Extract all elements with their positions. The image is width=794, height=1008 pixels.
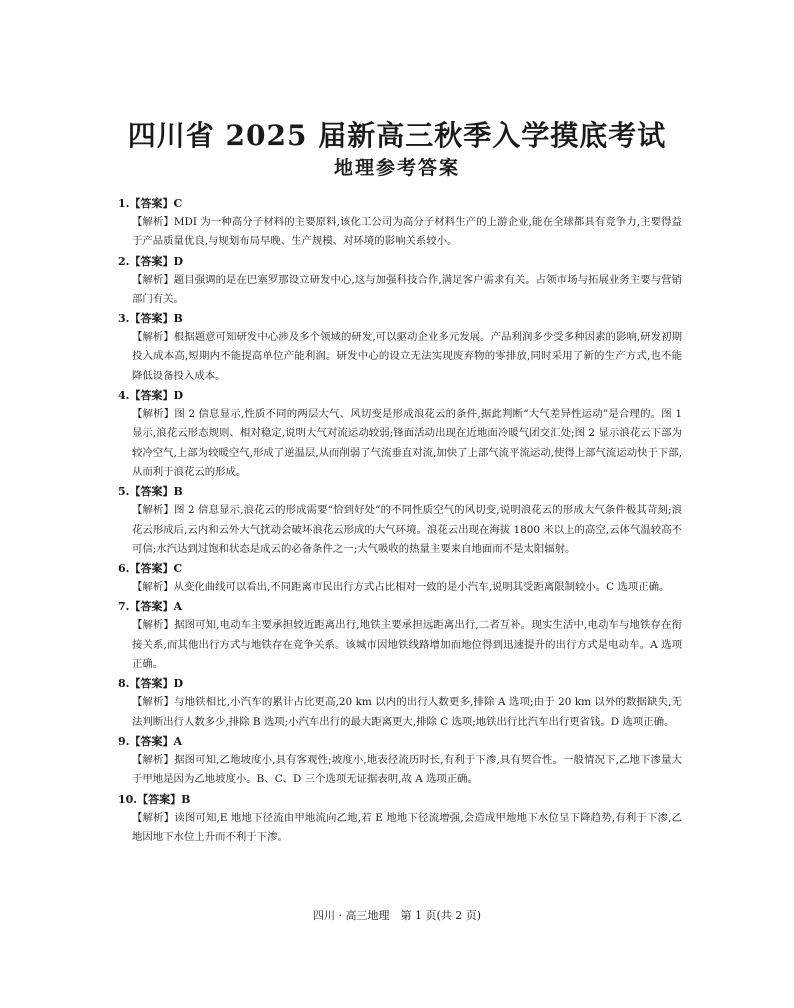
explanation-text: 【解析】MDI 为一种高分子材料的主要原料,该化工公司为高分子材料生产的上游企业,能在全球都具有竞争力,主要得益于产品质量优良,与规划布局早晚、生产规模、对环境的影响关系较小。 — [132, 216, 682, 248]
answer-line: 7.【答案】A — [118, 600, 183, 614]
answer-line: 9.【答案】A — [118, 734, 183, 748]
answer-line: 10.【答案】B — [118, 792, 191, 806]
document-subtitle: 地理参考答案 — [333, 157, 460, 179]
answer-line: 6.【答案】C — [118, 562, 183, 576]
explanation-text: 【解析】根据题意可知研发中心涉及多个领域的研发,可以驱动企业多元发展。产品利润多少受多种因素的影响,研发初期投入成本高,短期内不能提高单位产能利润。研发中心的设立无法实现废弃物的零排放,同时采用了新的生产方式,也不能降低设备投入成本。 — [132, 331, 682, 382]
explanation-text: 【解析】据图可知,乙地坡度小,具有客观性;坡度小,地表径流历时长,有利于下渗,具有契合性。一般情况下,乙地下渗量大于甲地是因为乙地坡度小。B、C、D 三个选项无证据表明,故 A 选项正确。 — [132, 753, 682, 786]
explanation-text: 【解析】读图可知,E 地地下径流由甲地流向乙地,若 E 地地下径流增强,会造成甲地地下水位呈下降趋势,有利于下渗,乙地因地下水位上升而不利于下渗。 — [132, 811, 682, 843]
question-item — [118, 559, 682, 597]
explanation-text: 【解析】据图可知,电动车主要承担较近距离出行,地铁主要承担远距离出行,二者互补。现实生活中,电动车与地铁存在衔接关系,而其他出行方式与地铁存在竞争关系。该城市因地铁线路增加而地位得到迅速提升的出行方式是电动车。A 选项正确。 — [132, 619, 682, 671]
answer-line: 4.【答案】D — [118, 389, 184, 403]
question-item — [118, 597, 682, 674]
question-item — [118, 482, 682, 559]
answer-line: 2.【答案】D — [118, 254, 184, 268]
document-title: 四川省 2025 届新高三秋季入学摸底考试 — [127, 119, 667, 152]
page-footer: 四川 · 高三地理 第 1 页(共 2 页) — [312, 909, 482, 922]
answer-line: 8.【答案】D — [118, 677, 184, 691]
question-item — [118, 252, 682, 310]
question-item — [118, 732, 682, 790]
explanation-text: 【解析】从变化曲线可以看出,不同距离市民出行方式占比相对一致的是小汽车,说明其受距离限制较小。C 选项正确。 — [132, 581, 670, 594]
question-item — [118, 194, 682, 252]
answer-line: 5.【答案】B — [118, 485, 183, 499]
answer-line: 1.【答案】C — [118, 197, 183, 210]
question-item — [118, 309, 682, 386]
explanation-text: 【解析】图 2 信息显示,性质不同的两层大气、风切变是形成浪花云的条件,据此判断“大气差异性运动”是合理的。图 1 显示,浪花云形态规则、相对稳定,说明大气对流运动较弱;锋面活动出现在近地面冷暖气团交汇处;图 2 显示浪花云下部为较冷空气,上部为较暖空气,形成了逆温层,从而削弱了气流垂直对流,加快了上部气流平流运动,使得上部气流运动快于下部,从而利于浪花云的形成。 — [132, 408, 682, 478]
explanation-text: 【解析】题目强调的是在巴塞罗那设立研发中心,这与加强科技合作,满足客户需求有关。占领市场与拓展业务主要与营销部门有关。 — [132, 273, 682, 305]
answer-line: 3.【答案】B — [118, 312, 183, 326]
question-item — [118, 386, 682, 482]
explanation-text: 【解析】图 2 信息显示,浪花云的形成需要“恰到好处”的不同性质空气的风切变,说明浪花云的形成大气条件极其苛刻;浪花云形成后,云内和云外大气扰动会破坏浪花云形成的大气环境。浪花云出现在海拔 1800 米以上的高空,云体气温较高不可信;水汽达到过饱和状态是成云的必备条件之一;大气吸收的热量主要来自地面而不是太阳辐射。 — [132, 504, 682, 555]
question-item — [118, 674, 682, 732]
question-item — [118, 790, 682, 848]
explanation-text: 【解析】与地铁相比,小汽车的累计占比更高,20 km 以内的出行人数更多,排除 A 选项;由于 20 km 以外的数据缺失,无法判断出行人数多少,排除 B 选项;小汽车出行的最大距离更大,排除 C 选项;地铁出行比汽车出行更省钱。D 选项正确。 — [132, 696, 682, 728]
answer-list — [118, 194, 682, 847]
